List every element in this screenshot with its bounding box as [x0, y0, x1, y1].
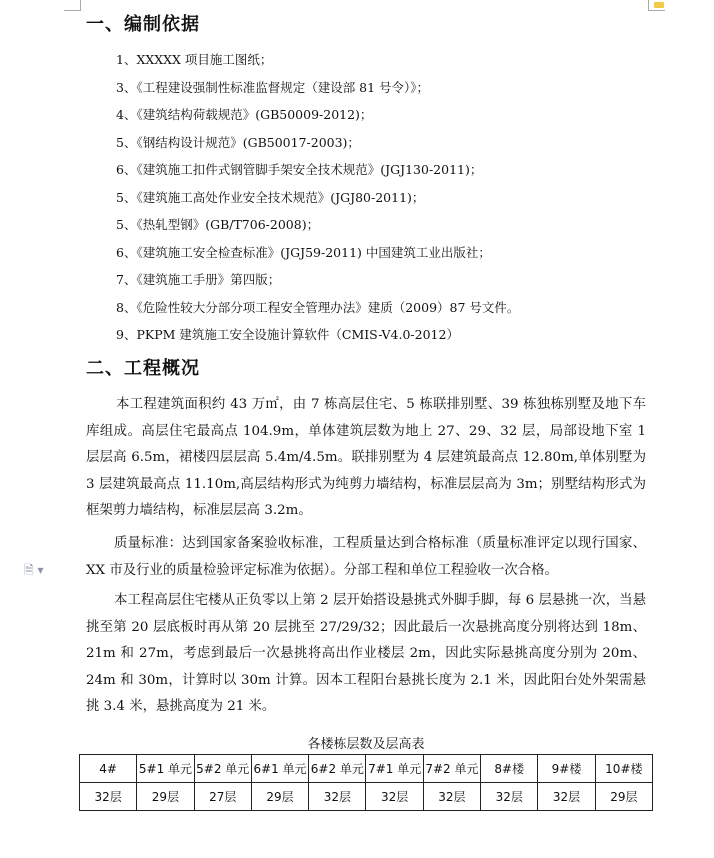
table-header-cell: 6#1 单元 [251, 755, 308, 783]
list-item: 7、《建筑施工手册》第四版； [116, 272, 281, 287]
document-icon[interactable]: 🗎 ▾ [24, 563, 44, 577]
table-cell: 32层 [366, 783, 423, 811]
table-cell: 29层 [137, 783, 194, 811]
table-cell: 29层 [251, 783, 308, 811]
list-item: 3、《工程建设强制性标准监督规定（建设部 81 号令）》； [116, 79, 430, 95]
list-item: 5、《热轧型钢》(GB/T706-2008)； [116, 217, 320, 232]
floors-table [79, 754, 653, 811]
table-caption: 各楼栋层数及层高表 [307, 737, 425, 752]
table-cell: 32层 [538, 783, 595, 811]
list-item: 5、《钢结构设计规范》(GB50017-2003)； [116, 134, 360, 150]
table-cell: 32层 [80, 783, 137, 811]
overview-paragraph: 本工程建筑面积约 43 万㎡，由 7 栋高层住宅、5 栋联排别墅、39 栋独栋别墅及地下车库组成。高层住宅最高点 104.9m，单体建筑层数为地上 27、29、32 层，局部设地下室 1 层层高 6.5m，裙楼四层层高 5.4m/4.5m。联排别墅为 4 层建筑最高点 12.80m,单体别墅为 3 层建筑最高点 11.10m,高层结构形式为纯剪力墙结构，标准层层高为 3m；别墅结构形式为框架剪力墙结构，标准层层高 3.2m。 [86, 397, 646, 519]
section-heading-overview: 二、工程概况 [86, 358, 200, 379]
table-cell: 32层 [423, 783, 480, 811]
table-header-cell: 7#1 单元 [366, 755, 423, 783]
table-header-cell: 9#楼 [538, 755, 595, 783]
table-header-cell: 5#1 单元 [137, 755, 194, 783]
list-item: 9、PKPM 建筑施工安全设施计算软件（CMIS-V4.0-2012） [116, 327, 459, 342]
list-item: 6、《建筑施工安全检查标准》(JGJ59-2011) 中国建筑工业出版社； [116, 244, 491, 260]
table-header-row [80, 755, 653, 783]
reference-list [116, 50, 519, 353]
table-header-cell: 6#2 单元 [309, 755, 366, 783]
list-item: 8、《危险性较大分部分项工程安全管理办法》建质（2009）87 号文件。 [116, 299, 520, 315]
table-header-cell: 4# [80, 755, 137, 783]
list-item: 5、《建筑施工高处作业安全技术规范》(JGJ80-2011)； [116, 189, 425, 205]
list-item: 4、《建筑结构荷载规范》(GB50009-2012)； [116, 107, 373, 122]
table-cell: 32层 [481, 783, 538, 811]
list-item: 6、《建筑施工扣件式钢管脚手架安全技术规范》(JGJ130-2011)； [116, 162, 483, 177]
table-header-cell: 10#楼 [595, 755, 652, 783]
page-marker-icon [654, 2, 664, 8]
table-cell: 29层 [595, 783, 652, 811]
list-item: 1、XXXXX 项目施工图纸； [116, 52, 273, 67]
table-row [80, 783, 653, 811]
section-heading-basis: 一、编制依据 [86, 14, 200, 35]
table-header-cell: 5#2 单元 [194, 755, 251, 783]
table-cell: 27层 [194, 783, 251, 811]
quality-paragraph: 质量标准：达到国家备案验收标准，工程质量达到合格标准（质量标准评定以现行国家、XX 市及行业的质量检验评定标准为依据）。分部工程和单位工程验收一次合格。 [86, 536, 646, 578]
scaffold-paragraph: 本工程高层住宅楼从正负零以上第 2 层开始搭设悬挑式外脚手脚，每 6 层悬挑一次，当悬挑至第 20 层底板时再从第 20 层挑至 27/29/32；因此最后一次悬挑高度分别将达到 18m、21m 和 27m，考虑到最后一次悬挑将高出作业楼层 2m，因此实际悬挑高度分别为 20m、24m 和 30m，计算时以 30m 计算。因本工程阳台悬挑长度为 2.1 米，因此阳台处外架需悬挑 3.4 米，悬挑高度为 21 米。 [86, 593, 646, 715]
table-header-cell: 8#楼 [481, 755, 538, 783]
table-header-cell: 7#2 单元 [423, 755, 480, 783]
crop-mark-left [64, 0, 81, 11]
table-cell: 32层 [309, 783, 366, 811]
